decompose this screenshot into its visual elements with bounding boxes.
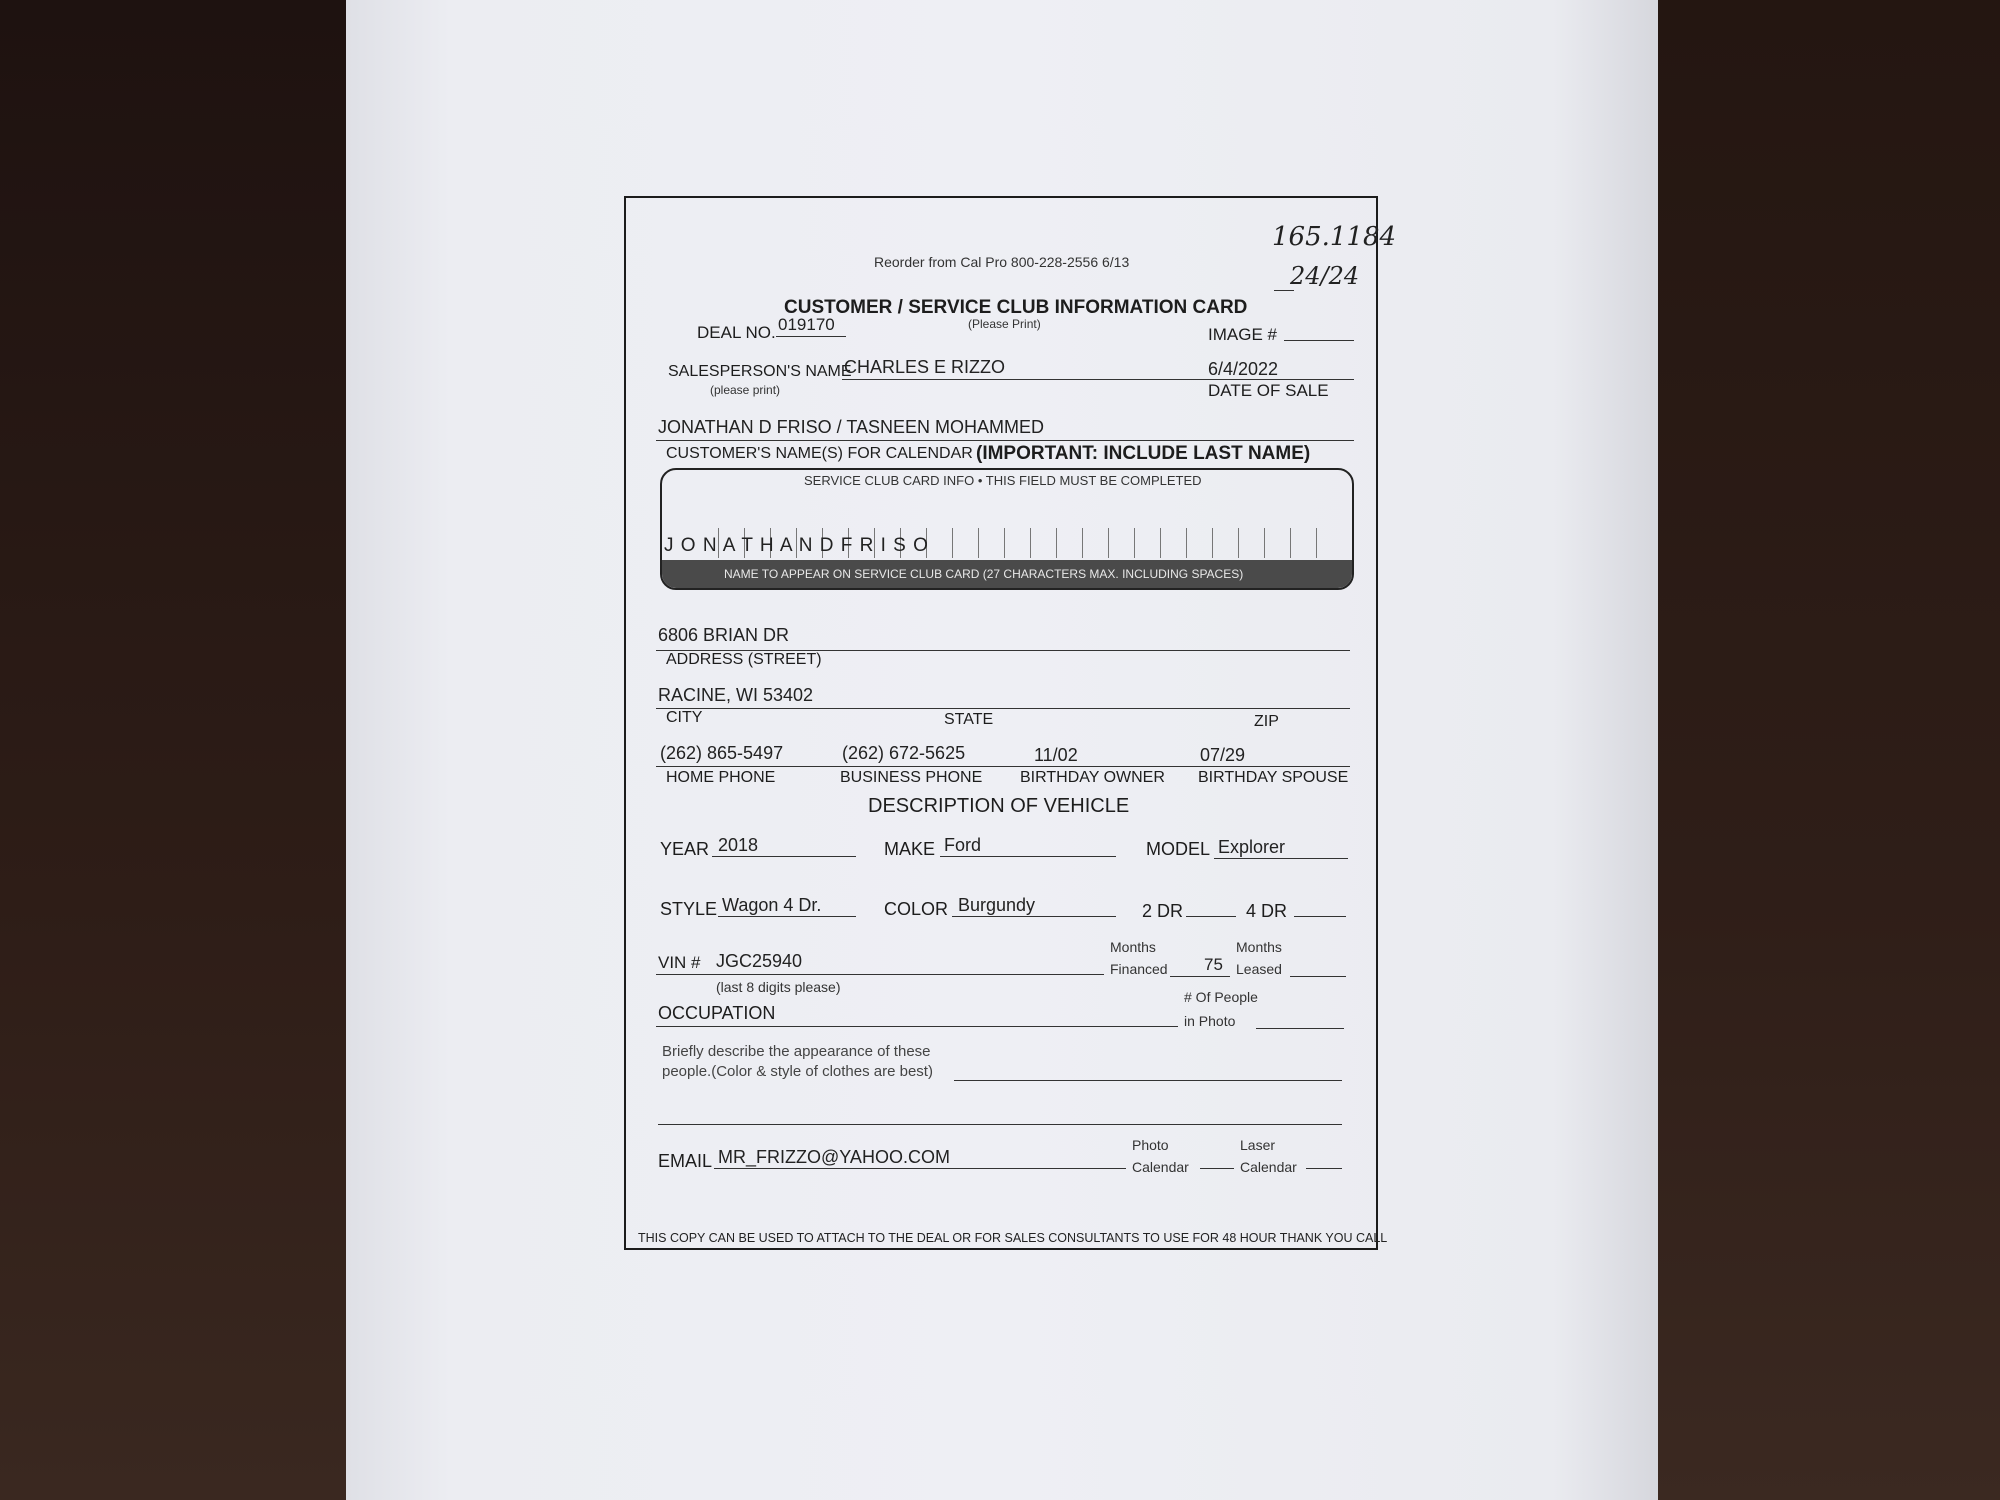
business-phone-label: BUSINESS PHONE — [840, 769, 983, 786]
describe-extra-line — [658, 1124, 1342, 1125]
people-line — [1256, 1028, 1344, 1029]
describe-line-1: Briefly describe the appearance of these — [662, 1043, 931, 1060]
months-leased-label-1: Months — [1236, 939, 1282, 955]
birthday-owner-label: BIRTHDAY OWNER — [1020, 769, 1165, 786]
city-label: CITY — [666, 709, 703, 726]
style-value: Wagon 4 Dr. — [722, 895, 822, 915]
salesperson-value: CHARLES E RIZZO — [844, 357, 1006, 377]
customer-names-label: CUSTOMER'S NAME(S) FOR CALENDAR — [666, 445, 973, 462]
handwritten-days: 24/24 — [1290, 262, 1360, 290]
salesperson-sub-label: (please print) — [710, 383, 781, 397]
date-of-sale-value: 6/4/2022 — [1208, 359, 1279, 379]
business-phone-value: (262) 672-5625 — [842, 743, 966, 763]
state-label: STATE — [944, 711, 994, 728]
deal-no-label: DEAL NO. — [697, 323, 776, 342]
months-leased-line — [1290, 976, 1346, 977]
two-dr-label: 2 DR — [1142, 901, 1184, 921]
background-right — [1640, 0, 2000, 1500]
service-club-footer: NAME TO APPEAR ON SERVICE CLUB CARD (27 CHARACTERS MAX. INCLUDING SPACES) — [724, 567, 1244, 581]
describe-line-2: people.(Color & style of clothes are best) — [662, 1063, 933, 1080]
vin-label: VIN # — [658, 953, 701, 972]
service-club-box — [660, 468, 1354, 590]
birthday-spouse-label: BIRTHDAY SPOUSE — [1198, 769, 1349, 786]
service-club-footer-bar — [662, 560, 1352, 588]
email-value: MR_FRIZZO@YAHOO.COM — [718, 1147, 950, 1167]
leased-label: Leased — [1236, 961, 1282, 977]
home-phone-value: (262) 865-5497 — [660, 743, 784, 763]
color-label: COLOR — [884, 899, 949, 919]
make-line — [940, 856, 1116, 857]
style-label: STYLE — [660, 899, 718, 919]
model-value: Explorer — [1218, 837, 1286, 857]
laser-calendar-label: Calendar — [1240, 1159, 1297, 1175]
financed-label: Financed — [1110, 961, 1168, 977]
vin-line — [656, 974, 1104, 975]
deal-no-value: 019170 — [778, 315, 835, 334]
background-left — [0, 0, 360, 1500]
form-title: CUSTOMER / SERVICE CLUB INFORMATION CARD — [784, 297, 1248, 318]
style-line — [718, 916, 856, 917]
two-dr-line — [1186, 916, 1236, 917]
describe-line — [954, 1080, 1342, 1081]
customer-names-line — [656, 440, 1354, 441]
model-line — [1214, 858, 1348, 859]
handwritten-underline — [1274, 290, 1294, 291]
home-phone-label: HOME PHONE — [666, 769, 776, 786]
laser-label: Laser — [1240, 1137, 1276, 1153]
year-line — [712, 856, 856, 857]
city-state-zip-value: RACINE, WI 53402 — [658, 685, 814, 705]
months-financed-value: 75 — [1204, 955, 1223, 974]
photo-calendar-label: Calendar — [1132, 1159, 1189, 1175]
important-note: (IMPORTANT: INCLUDE LAST NAME) — [976, 443, 1311, 464]
laser-calendar-line — [1306, 1168, 1342, 1169]
address-label: ADDRESS (STREET) — [666, 651, 822, 668]
card-footer: THIS COPY CAN BE USED TO ATTACH TO THE DEAL OR FOR SALES CONSULTANTS TO USE FOR 48 HOUR THANK YOU CALL — [638, 1231, 1388, 1245]
salesperson-line — [842, 379, 1354, 380]
in-photo-label: in Photo — [1184, 1013, 1236, 1029]
please-print-note: (Please Print) — [968, 317, 1041, 331]
color-line — [952, 916, 1116, 917]
birthday-owner-value: 11/02 — [1034, 745, 1078, 765]
salesperson-label: SALESPERSON'S NAME — [668, 363, 852, 380]
photo-label: Photo — [1132, 1137, 1169, 1153]
months-financed-label-1: Months — [1110, 939, 1156, 955]
phone-line — [656, 766, 1350, 767]
photo-calendar-line — [1200, 1168, 1234, 1169]
color-value: Burgundy — [958, 895, 1036, 915]
service-club-header: SERVICE CLUB CARD INFO • THIS FIELD MUST BE COMPLETED — [804, 473, 1202, 488]
customer-names-value: JONATHAN D FRISO / TASNEEN MOHAMMED — [658, 417, 1045, 437]
handwritten-reference: 165.1184 — [1272, 222, 1397, 252]
vin-value: JGC25940 — [716, 951, 803, 971]
months-financed-line — [1170, 976, 1230, 977]
reorder-note: Reorder from Cal Pro 800-228-2556 6/13 — [874, 254, 1130, 270]
image-line — [1284, 340, 1354, 341]
four-dr-line — [1294, 916, 1346, 917]
date-of-sale-label: DATE OF SALE — [1208, 381, 1329, 400]
year-label: YEAR — [660, 839, 710, 859]
year-value: 2018 — [718, 835, 759, 855]
email-line — [714, 1168, 1126, 1169]
make-value: Ford — [944, 835, 982, 855]
service-club-card-name: J O N A T H A N D F R I S O — [664, 535, 929, 556]
people-label: # Of People — [1184, 989, 1258, 1005]
make-label: MAKE — [884, 839, 936, 859]
vin-sub-label: (last 8 digits please) — [716, 979, 841, 995]
occupation-label: OCCUPATION — [658, 1003, 776, 1023]
four-dr-label: 4 DR — [1246, 901, 1288, 921]
birthday-spouse-value: 07/29 — [1200, 745, 1246, 765]
email-label: EMAIL — [658, 1151, 713, 1171]
address-value: 6806 BRIAN DR — [658, 625, 790, 645]
image-label: IMAGE # — [1208, 325, 1277, 344]
vehicle-heading: DESCRIPTION OF VEHICLE — [868, 795, 1130, 817]
occupation-line — [656, 1026, 1178, 1027]
zip-label: ZIP — [1254, 713, 1279, 730]
city-line — [656, 708, 1350, 709]
deal-no-line — [776, 336, 846, 337]
model-label: MODEL — [1146, 839, 1211, 859]
